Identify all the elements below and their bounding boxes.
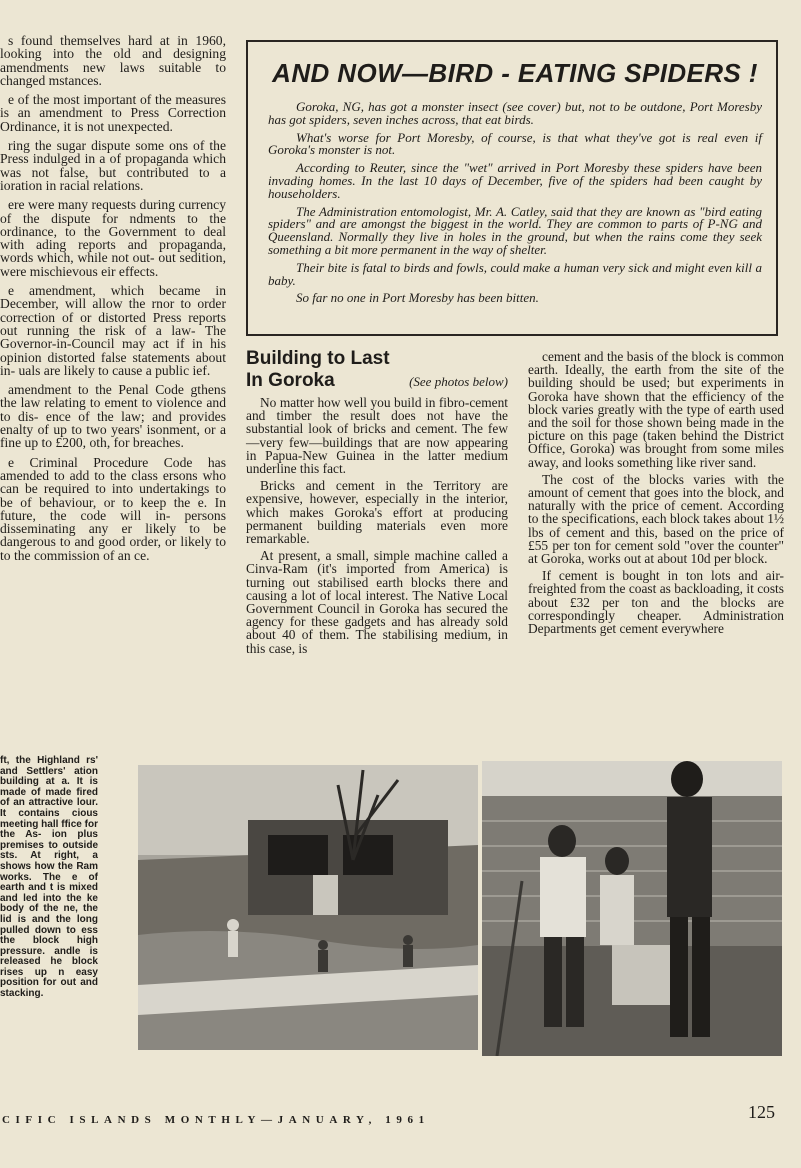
left-paragraph: amendment to the Penal Code gthens the law relating to ement to violence and to dis- ence of the law; and provides enalty of up to two years' isonment, or a fine up to £200, oth, for breaches. [0,382,226,451]
building-paragraph: No matter how well you build in fibro-cement and timber the result does not have the substantial look of bricks and cement. The few—very few—buildings that are now appearing in Papua-New Guinea in the latter medium underline this fact. [246,395,508,477]
page-number: 125 [748,1102,775,1122]
left-paragraph: ere were many requests during currency of the dispute for ndments to the ordinance, to the Government to deal with ading reports and propaganda, words which, while not out- out sedition, were mischievous eir effects. [0,197,226,279]
spider-paragraph: According to Reuter, since the "wet" arrived in Port Moresby these spiders have been invading homes. In the last 10 days of December, five of the spiders had been caught by householders. [268,160,762,201]
building-paragraph: At present, a small, simple machine called a Cinva-Ram (it's imported from America) is turning out stabilised earth blocks there and causing a lot of local interest. The Native Local Government Council in Goroka has secured the agency for these gadgets and has already sold about 40 of them. The stabilising medium, in this case, is [246,548,508,656]
building-paragraph: The cost of the blocks varies with the amount of cement that goes into the block, and naturally with the price of cement. According to the specifications, each block takes about 1½ lbs of cement and this, based on the price of £55 per ton for cement sold "over the counter" at Goroka, works out at about 10d per block. [528,471,784,567]
photo-caption: ft, the Highland rs' and Settlers' ation building at a. It is made of made fired of an attractive lour. It contains cious meeting hall ffice for the As- ion plus premises to outside sts. At right, a shows how the Ram works. The e of earth and t is mixed and led into the ke body of the ne, the lid is and the long pulled down to ess the block high pressure. andle is released he block rises up n easy position for out and stacking. [0,755,98,1000]
left-paragraph: e Criminal Procedure Code has amended to add to the class ersons who can be required to into undertakings to be of behaviour, or to keep the e. In future, the code will in- persons disseminating any er likely to be dangerous to and good order, or likely to to the commission of an ce. [0,454,226,563]
page-footer [0,1100,801,1136]
left-paragraph: e of the most important of the measures is an amendment to Press Correction Ordinance, it is not unexpected. [0,92,226,134]
building-headline: Building to Last [246,348,390,369]
building-subheading [246,370,508,392]
building-headline-line2: In Goroka [246,370,335,391]
cinva-ram-photo [482,761,782,1056]
see-photos-note: (See photos below) [409,374,508,389]
building-article-column-2 [528,350,784,639]
spider-paragraph: What's worse for Port Moresby, of course, is that what they've got is real even if Goroka's monster is not. [268,129,762,158]
left-paragraph: s found themselves hard at in 1960, looking into the old and designing amendments new laws suitable to changed mstances. [0,33,226,88]
building-paragraph: cement and the basis of the block is common earth. Ideally, the earth from the site of the building should be used; but experiments in Goroka have shown that the efficiency of the block varies greatly with the type of earth used and the soil for those shown being made in the picture on this page (taken behind the District Office, Goroka) was brought from some miles away, and looks something like river sand. [528,349,784,470]
running-title: CIFIC ISLANDS MONTHLY—JANUARY, 1961 [2,1114,430,1126]
spider-paragraph: So far no one in Port Moresby has been bitten. [296,290,539,306]
building-paragraph: If cement is bought in ton lots and air-freighted from the coast as backloading, it costs about £32 per ton and the blocks are correspondingly cheaper. Administration Departments get cement everywhere [528,568,784,637]
left-paragraph: ring the sugar dispute some ons of the Press indulged in a of propaganda which was not false, but contributed to a ioration in racial relations. [0,138,226,193]
left-column-article [0,34,226,568]
spider-article-box [246,40,778,336]
spider-paragraph: Goroka, NG, has got a monster insect (see cover) but, not to be outdone, Port Moresby has got spiders, seven inches across, that eat birds. [268,99,762,127]
left-paragraph: e amendment, which became in December, will allow the rnor to order correction of or distorted Press reports out running the risk of a law- The Governor-in-Council may act if in his opinion distorted false statements about in- uals are likely to cause a public ief. [0,283,226,378]
spider-paragraph: The Administration entomologist, Mr. A. Catley, said that they are known as "bird eating spiders" and are amongst the biggest in the world. They are common to parts of P-NG and Queensland. Normally they live in holes in the ground, but when the rains come they seek something a bit more permanent in the way of shelter. [268,203,762,257]
spider-headline: AND NOW—BIRD - EATING SPIDERS ! [272,58,758,88]
building-article-column-1 [246,348,508,659]
spider-paragraph: Their bite is fatal to birds and fowls, could make a human very sick and might even kill a baby. [268,259,762,288]
highlands-building-photo [138,765,478,1050]
building-paragraph: Bricks and cement in the Territory are expensive, however, especially in the interior, which makes Goroka's effort at producing permanent building materials even more remarkable. [246,478,508,547]
